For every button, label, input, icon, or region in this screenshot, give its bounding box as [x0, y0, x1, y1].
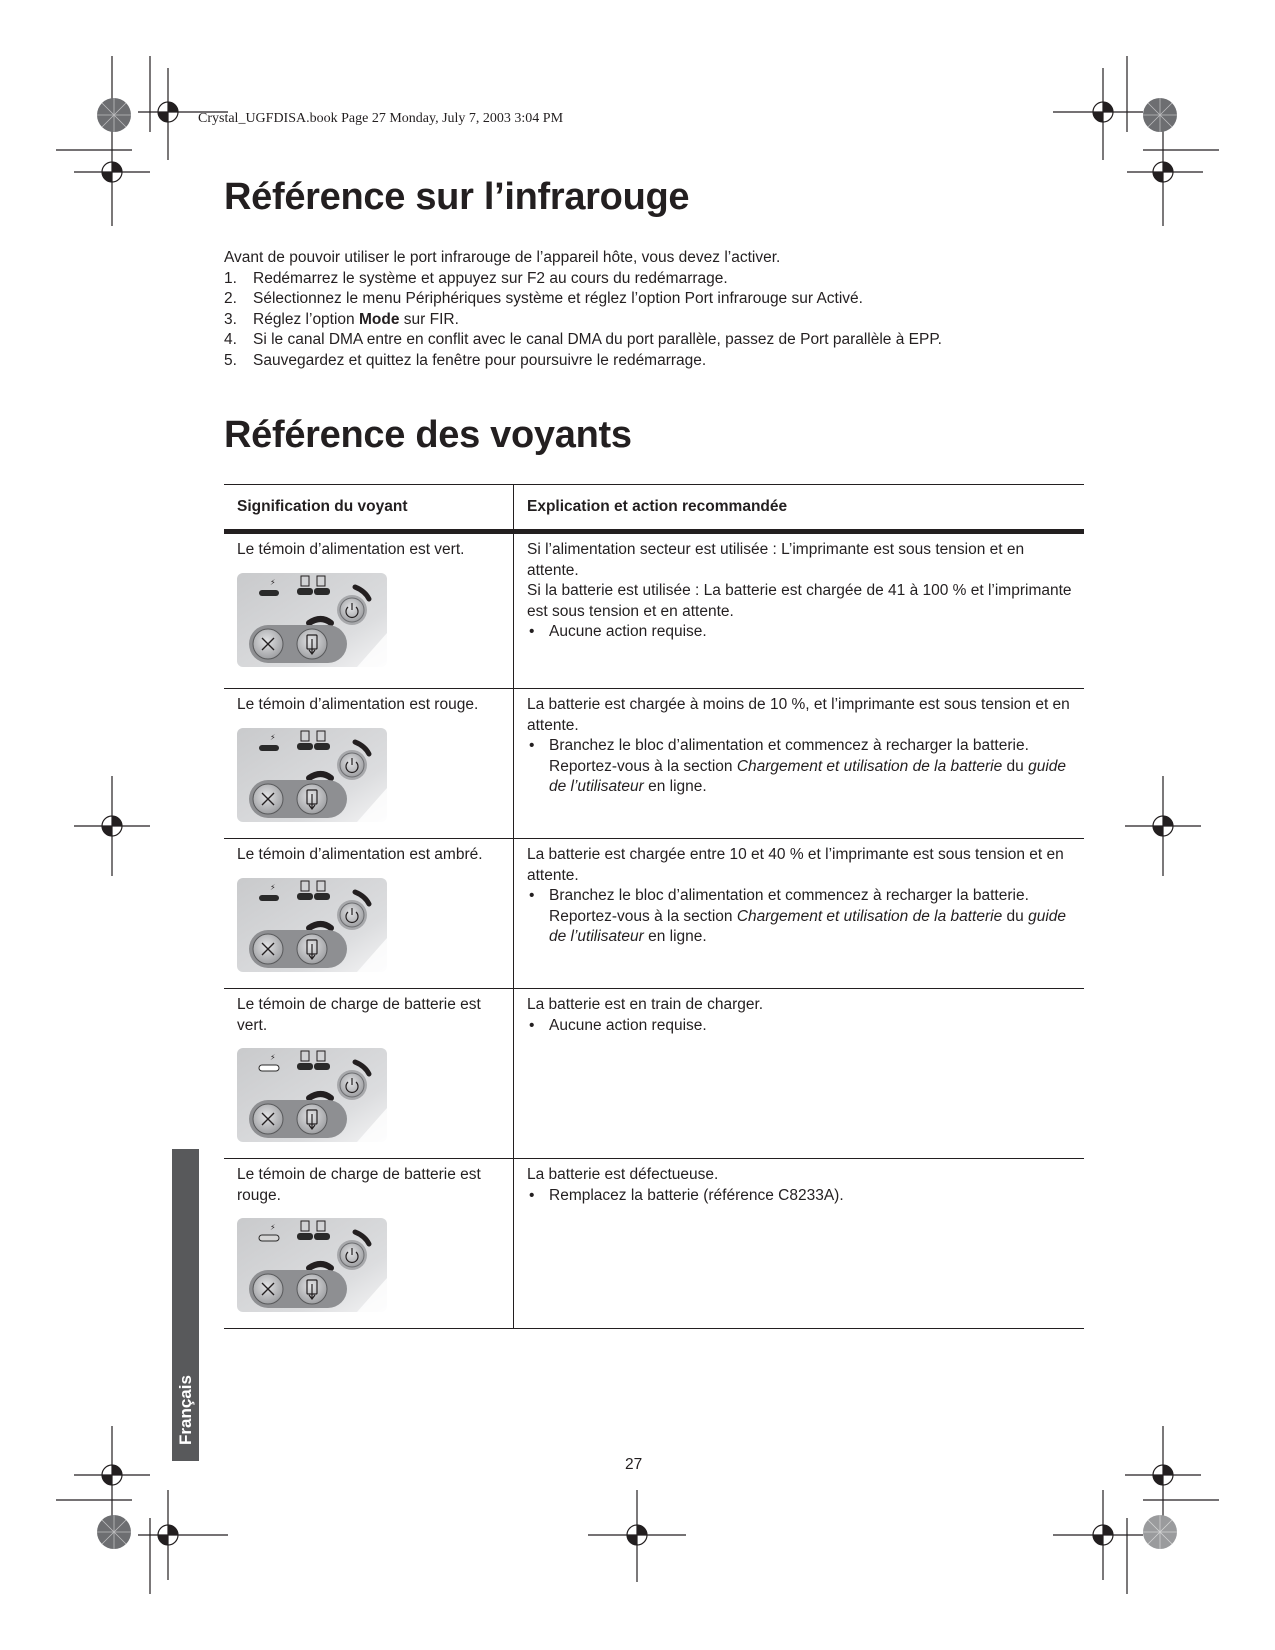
printer-control-panel: [237, 1218, 387, 1312]
table-row: [224, 1159, 1084, 1329]
lightning-icon: ⚡: [270, 577, 276, 587]
printer-control-panel: [237, 878, 387, 972]
bold-text: Mode: [358, 310, 400, 328]
text-run: Aucune action requise.: [549, 623, 707, 640]
cartridge-led: [297, 893, 313, 900]
action-bullet: [527, 1186, 1074, 1207]
led-meaning-cell: [224, 1159, 514, 1328]
italic-text: guide de l’utilisateur: [549, 757, 1067, 795]
column-header-meaning: Signification du voyant: [224, 485, 514, 529]
table-body: [224, 534, 1084, 1329]
text-run: Branchez le bloc d’alimentation et commencez à recharger la batterie. Reportez-vous à la section: [549, 887, 1029, 925]
table-row: [224, 839, 1084, 989]
led-meaning-cell: [224, 839, 514, 988]
step-item: [224, 351, 1024, 372]
section-title-leds: Référence des voyants: [224, 414, 632, 456]
led-meaning-text: Le témoin d’alimentation est rouge.: [237, 696, 479, 713]
action-bullet: [527, 622, 1074, 643]
text-run: La batterie est défectueuse.: [527, 1166, 719, 1183]
italic-text: Chargement et utilisation de la batterie: [736, 907, 1003, 925]
column-header-explanation: Explication et action recommandée: [527, 498, 788, 515]
led-reference-table: [224, 484, 1084, 1329]
text-run: La batterie est chargée à moins de 10 %, et l’imprimante est sous tension et en attente.: [527, 696, 1070, 734]
infrared-instructions: [224, 248, 1024, 371]
cartridge-led: [297, 588, 313, 595]
table-row: [224, 689, 1084, 839]
text-run: Sélectionnez le menu Périphériques système et réglez l’option Port infrarouge sur Activé.: [253, 290, 863, 307]
battery-charge-led: [259, 590, 279, 596]
cartridge-led: [297, 743, 313, 750]
table-row: [224, 534, 1084, 689]
step-number: 5.: [224, 351, 237, 369]
step-item: [224, 269, 1024, 290]
text-run: Redémarrez le système et appuyez sur F2 au cours du redémarrage.: [253, 269, 728, 287]
table-row: [224, 989, 1084, 1159]
text-run: en ligne.: [643, 928, 707, 945]
led-explanation-cell: [514, 534, 1084, 688]
lightning-icon: ⚡: [270, 1053, 276, 1062]
italic-text: Chargement et utilisation de la batterie: [736, 757, 1003, 775]
text-run: Réglez l’option: [253, 310, 359, 328]
text-run: du: [1002, 907, 1029, 925]
text-run: Si la batterie est utilisée : La batterie est chargée de 41 à 100 % et l’imprimante est sous tension et en attente.: [527, 582, 1072, 620]
step-number: 2.: [224, 290, 237, 307]
language-tab: [172, 1149, 199, 1461]
battery-charge-led: [259, 1065, 279, 1071]
led-meaning-text: Le témoin de charge de batterie est rouge.: [237, 1166, 481, 1204]
step-number: 4.: [224, 331, 237, 348]
led-explanation-cell: [514, 689, 1084, 838]
printer-control-panel: [237, 728, 387, 822]
led-meaning-cell: [224, 989, 514, 1158]
action-bullet: [527, 886, 1074, 948]
led-meaning-cell: [224, 534, 514, 688]
text-run: en ligne.: [643, 778, 707, 795]
section-title-infrared: Référence sur l’infrarouge: [224, 176, 690, 218]
printer-control-panel: [237, 1048, 387, 1142]
led-explanation-cell: [514, 989, 1084, 1158]
print-slug: Crystal_UGFDISA.book Page 27 Monday, July 7, 2003 3:04 PM: [198, 111, 564, 126]
explanation-paragraph: [527, 540, 1074, 581]
step-item: [224, 310, 1024, 331]
printer-control-panel: [237, 573, 387, 667]
text-run: sur FIR.: [399, 310, 459, 328]
step-number: 3.: [224, 310, 237, 328]
cartridge-led: [314, 588, 330, 595]
steps-list: [224, 269, 1024, 372]
explanation-paragraph: [527, 581, 1074, 622]
explanation-paragraph: [527, 995, 1074, 1016]
cartridge-led: [314, 1233, 330, 1240]
lightning-icon: ⚡: [270, 1223, 276, 1232]
led-meaning-cell: [224, 689, 514, 838]
battery-charge-led: [259, 745, 279, 751]
text-run: du: [1002, 757, 1029, 775]
action-bullet: [527, 1016, 1074, 1037]
explanation-paragraph: [527, 845, 1074, 886]
text-run: Sauvegardez et quittez la fenêtre pour poursuivre le redémarrage.: [253, 351, 707, 369]
text-run: Branchez le bloc d’alimentation et commencez à recharger la batterie. Reportez-vous à la section: [549, 737, 1029, 775]
led-meaning-text: Le témoin d’alimentation est vert.: [237, 541, 465, 558]
battery-charge-led: [259, 895, 279, 901]
text-run: Aucune action requise.: [549, 1016, 707, 1034]
cartridge-led: [314, 1063, 330, 1070]
explanation-paragraph: [527, 695, 1074, 736]
step-number: 1.: [224, 269, 237, 287]
battery-charge-led: [259, 1235, 279, 1241]
lightning-icon: ⚡: [270, 732, 276, 742]
italic-text: guide de l’utilisateur: [549, 907, 1067, 945]
step-item: [224, 330, 1024, 351]
cartridge-led: [297, 1233, 313, 1240]
led-explanation-cell: [514, 1159, 1084, 1328]
cartridge-led: [314, 743, 330, 750]
page-number: 27: [625, 1456, 643, 1473]
lightning-icon: ⚡: [270, 882, 276, 892]
text-run: Si l’alimentation secteur est utilisée : L’imprimante est sous tension et en attente.: [527, 541, 1025, 579]
led-meaning-text: Le témoin d’alimentation est ambré.: [237, 846, 483, 863]
explanation-paragraph: [527, 1165, 1074, 1186]
led-explanation-cell: [514, 839, 1084, 988]
language-tab-label: Français: [175, 1375, 195, 1445]
text-run: La batterie est chargée entre 10 et 40 % et l’imprimante est sous tension et en attente.: [527, 846, 1064, 884]
led-meaning-text: Le témoin de charge de batterie est vert.: [237, 996, 481, 1034]
action-bullet: [527, 736, 1074, 798]
cartridge-led: [314, 893, 330, 900]
cartridge-led: [297, 1063, 313, 1070]
text-run: Remplacez la batterie (référence C8233A).: [549, 1186, 844, 1204]
text-run: La batterie est en train de charger.: [527, 996, 764, 1013]
intro-text: Avant de pouvoir utiliser le port infrarouge de l’appareil hôte, vous devez l’activer.: [224, 249, 781, 266]
table-header: [224, 484, 1084, 534]
step-item: [224, 289, 1024, 310]
text-run: Si le canal DMA entre en conflit avec le canal DMA du port parallèle, passez de Port parallèle à EPP.: [253, 331, 942, 348]
